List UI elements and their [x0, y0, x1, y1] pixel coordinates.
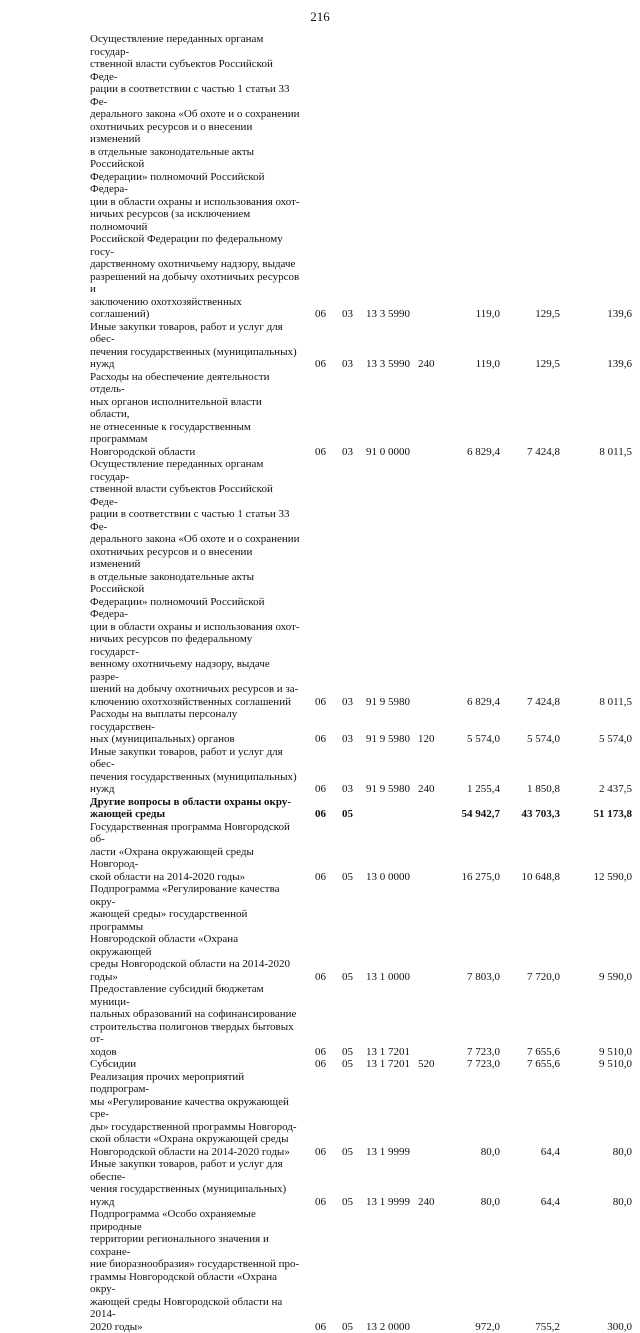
table-row — [0, 1058, 640, 1071]
expense-type-code: 120 — [418, 733, 435, 746]
subsection-code: 05 — [342, 1146, 353, 1159]
amount-2014: 6 829,4 — [430, 696, 500, 709]
section-code: 06 — [315, 808, 326, 821]
row-description: Иные закупки товаров, работ и услуг для обеспе- чения государственных (муниципальных) нужд — [0, 1158, 300, 1208]
subsection-code: 05 — [342, 1196, 353, 1209]
amount-2015: 7 424,8 — [490, 446, 560, 459]
subsection-code: 03 — [342, 696, 353, 709]
table-row — [0, 1208, 640, 1333]
subsection-code: 05 — [342, 871, 353, 884]
expense-type-code: 240 — [418, 1196, 435, 1209]
subsection-code: 03 — [342, 446, 353, 459]
section-code: 06 — [315, 971, 326, 984]
target-article-code: 13 3 5990 — [366, 308, 410, 321]
target-article-code: 91 9 5980 — [366, 733, 410, 746]
section-code: 06 — [315, 1196, 326, 1209]
row-description: Расходы на обеспечение деятельности отдель- ных органов исполнительной власти области, не отнесенные к государственным программам Новгородской области — [0, 371, 300, 459]
budget-table — [0, 33, 640, 1333]
amount-2014: 54 942,7 — [430, 808, 500, 821]
subsection-code: 03 — [342, 358, 353, 371]
row-description: Субсидии — [0, 1058, 300, 1071]
subsection-code: 03 — [342, 308, 353, 321]
row-description: Государственная программа Новгородской об- ласти «Охрана окружающей среды Новгород- ской области на 2014-2020 годы» — [0, 821, 300, 884]
expense-type-code: 240 — [418, 358, 435, 371]
amount-2016: 2 437,5 — [562, 783, 632, 796]
amount-2015: 64,4 — [490, 1196, 560, 1209]
row-description: Иные закупки товаров, работ и услуг для обес- печения государственных (муниципальных) нужд — [0, 321, 300, 371]
table-row — [0, 458, 640, 708]
amount-2016: 5 574,0 — [562, 733, 632, 746]
target-article-code: 91 9 5980 — [366, 783, 410, 796]
table-row — [0, 708, 640, 746]
row-description: Предоставление субсидий бюджетам муници- пальных образований на софинансирование строительства полигонов твердых бытовых от- ходов — [0, 983, 300, 1058]
section-code: 06 — [315, 1321, 326, 1333]
subsection-code: 03 — [342, 733, 353, 746]
amount-2014: 6 829,4 — [430, 446, 500, 459]
section-code: 06 — [315, 358, 326, 371]
section-code: 06 — [315, 1146, 326, 1159]
amount-2014: 119,0 — [430, 308, 500, 321]
target-article-code: 13 2 0000 — [366, 1321, 410, 1333]
target-article-code: 13 3 5990 — [366, 358, 410, 371]
target-article-code: 91 9 5980 — [366, 696, 410, 709]
section-code: 06 — [315, 1058, 326, 1071]
row-description: Осуществление переданных органам государ- ственной власти субъектов Российской Феде- рации в соответствии с частью 1 статьи 33 Фе- дерального закона «Об охоте и о сохранении охотничьих ресурсов и о внесении изменений в отдельные законодательные акты Российской Федерации» полномочий Российской Федера- ции в области охраны и использования охот- ничьих ресурсов (за исключением полномочий Российской Федерации по федеральному госу- дарственному охотничьему надзору, выдаче разрешений на добычу охотничьих ресурсов и заключению охотхозяйственных соглашений) — [0, 33, 300, 321]
table-row — [0, 796, 640, 821]
table-row — [0, 1158, 640, 1208]
table-row — [0, 821, 640, 884]
amount-2015: 7 655,6 — [490, 1058, 560, 1071]
subsection-code: 05 — [342, 971, 353, 984]
target-article-code: 13 1 0000 — [366, 971, 410, 984]
subsection-code: 05 — [342, 808, 353, 821]
amount-2014: 119,0 — [430, 358, 500, 371]
section-code: 06 — [315, 696, 326, 709]
amount-2015: 7 720,0 — [490, 971, 560, 984]
section-code: 06 — [315, 446, 326, 459]
amount-2014: 7 723,0 — [430, 1046, 500, 1059]
amount-2016: 8 011,5 — [562, 696, 632, 709]
target-article-code: 13 0 0000 — [366, 871, 410, 884]
amount-2016: 80,0 — [562, 1146, 632, 1159]
row-description: Осуществление переданных органам государ- ственной власти субъектов Российской Феде- рации в соответствии с частью 1 статьи 33 Фе- дерального закона «Об охоте и о сохранении охотничьих ресурсов и о внесении изменений в отдельные законодательные акты Российской Федерации» полномочий Российской Федера- ции в области охраны и использования охот- ничьих ресурсов по федеральному государст- венному охотничьему надзору, выдаче разре- шений на добычу охотничьих ресурсов и за- ключению охотхозяйственных соглашений — [0, 458, 300, 708]
section-code: 06 — [315, 871, 326, 884]
table-row — [0, 746, 640, 796]
amount-2015: 7 424,8 — [490, 696, 560, 709]
amount-2016: 9 590,0 — [562, 971, 632, 984]
amount-2015: 1 850,8 — [490, 783, 560, 796]
amount-2015: 64,4 — [490, 1146, 560, 1159]
amount-2015: 129,5 — [490, 358, 560, 371]
row-description: Реализация прочих мероприятий подпрограм- мы «Регулирование качества окружающей сре- ды» государственной программы Новгород- ской области «Охрана окружающей среды Новгородской области на 2014-2020 годы» — [0, 1071, 300, 1159]
amount-2014: 7 723,0 — [430, 1058, 500, 1071]
target-article-code: 13 1 9999 — [366, 1196, 410, 1209]
amount-2015: 755,2 — [490, 1321, 560, 1333]
row-description: Подпрограмма «Регулирование качества окру- жающей среды» государственной программы Новгородской области «Охрана окружающей среды Новгородской области на 2014-2020 годы» — [0, 883, 300, 983]
expense-type-code: 520 — [418, 1058, 435, 1071]
subsection-code: 03 — [342, 783, 353, 796]
subsection-code: 05 — [342, 1058, 353, 1071]
table-row — [0, 1071, 640, 1159]
amount-2016: 300,0 — [562, 1321, 632, 1333]
amount-2016: 12 590,0 — [562, 871, 632, 884]
amount-2016: 8 011,5 — [562, 446, 632, 459]
target-article-code: 91 0 0000 — [366, 446, 410, 459]
amount-2016: 139,6 — [562, 358, 632, 371]
section-code: 06 — [315, 308, 326, 321]
amount-2015: 129,5 — [490, 308, 560, 321]
amount-2016: 9 510,0 — [562, 1046, 632, 1059]
target-article-code: 13 1 7201 — [366, 1058, 410, 1071]
table-row — [0, 883, 640, 983]
amount-2014: 972,0 — [430, 1321, 500, 1333]
row-description: Расходы на выплаты персоналу государствен- ных (муниципальных) органов — [0, 708, 300, 746]
target-article-code: 13 1 9999 — [366, 1146, 410, 1159]
section-code: 06 — [315, 783, 326, 796]
table-row — [0, 983, 640, 1058]
amount-2016: 51 173,8 — [562, 808, 632, 821]
amount-2016: 139,6 — [562, 308, 632, 321]
subsection-code: 05 — [342, 1321, 353, 1333]
target-article-code: 13 1 7201 — [366, 1046, 410, 1059]
page-number: 216 — [0, 9, 640, 25]
amount-2014: 5 574,0 — [430, 733, 500, 746]
table-row — [0, 371, 640, 459]
amount-2014: 1 255,4 — [430, 783, 500, 796]
amount-2014: 16 275,0 — [430, 871, 500, 884]
amount-2015: 10 648,8 — [490, 871, 560, 884]
row-description: Иные закупки товаров, работ и услуг для обес- печения государственных (муниципальных) нужд — [0, 746, 300, 796]
amount-2014: 7 803,0 — [430, 971, 500, 984]
row-description: Другие вопросы в области охраны окру- жающей среды — [0, 796, 300, 821]
amount-2014: 80,0 — [430, 1146, 500, 1159]
amount-2014: 80,0 — [430, 1196, 500, 1209]
section-code: 06 — [315, 733, 326, 746]
row-description: Подпрограмма «Особо охраняемые природные территории регионального значения и сохране- ние биоразнообразия» государственной про- граммы Новгородской области «Охрана окру- жающей среды Новгородской области на 2014- 2020 годы» — [0, 1208, 300, 1333]
amount-2015: 5 574,0 — [490, 733, 560, 746]
amount-2016: 80,0 — [562, 1196, 632, 1209]
amount-2016: 9 510,0 — [562, 1058, 632, 1071]
amount-2015: 7 655,6 — [490, 1046, 560, 1059]
subsection-code: 05 — [342, 1046, 353, 1059]
section-code: 06 — [315, 1046, 326, 1059]
amount-2015: 43 703,3 — [490, 808, 560, 821]
table-row — [0, 321, 640, 371]
expense-type-code: 240 — [418, 783, 435, 796]
table-row — [0, 33, 640, 321]
